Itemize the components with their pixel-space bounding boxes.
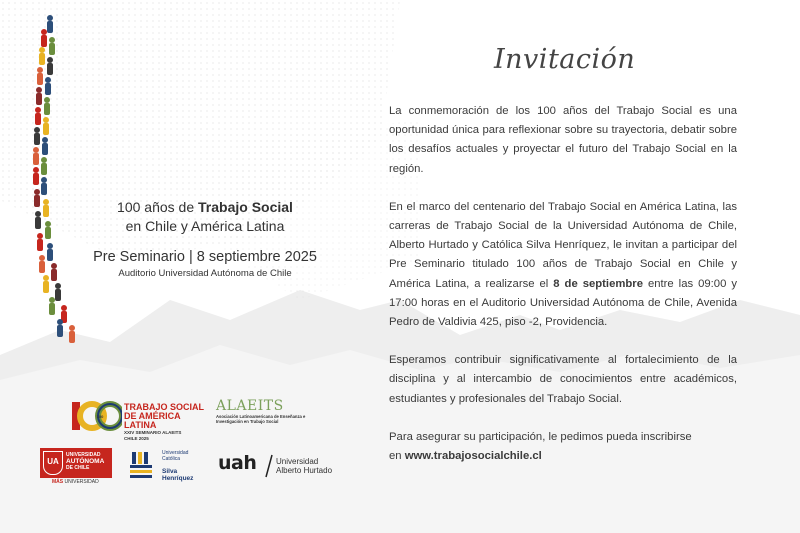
ua-tagline: MÁS UNIVERSIDAD [52,479,99,485]
logo-uah [218,452,338,482]
logo-100-line4: CHILE 2025 [124,436,149,441]
uah-line1: Universidad [276,457,319,466]
ua-line2: AUTÓNOMA [66,457,105,465]
event-summary [60,198,350,279]
event-title-line1: 100 años de Trabajo Social [117,199,293,215]
ua-line1: UNIVERSIDAD [66,452,101,458]
logo-100-line2: DE AMÉRICA LATINA [124,411,181,430]
uah-wordmark: uah [218,452,257,474]
alaeits-line1: Asociación Latinoamericana de Enseñanza e [216,414,306,419]
silva-line3: Silva [162,468,178,475]
logo-100-number: 100 [96,414,104,419]
ua-line3: DE CHILE [66,465,90,471]
uah-slash-icon [264,454,274,478]
ua-shield-icon: UA [43,451,63,475]
logo-100-trabajo-social [70,398,212,441]
silva-line2: Católica [162,456,181,462]
paragraph-details: En el marco del centenario del Trabajo Social en América Latina, las carreras de Trabajo Social de la Universidad Autónoma de Chile, Alberto Hurtado y Católica Silva Henríquez, le invitan a participar del Pre Seminario titulado 100 años de Trabajo Social en Chile y América Latina, a realizarse el 8 de septiembre entre las 09:00 y 17:00 horas en el Auditorio Universidad Autónoma de Chile, Avenida Pedro de Valdivia 425, piso -2, Providencia. [389,200,737,329]
logo-100-line1: TRABAJO SOCIAL [124,402,205,412]
paragraph-registration: Para asegurar su participación, le pedimos pueda inscribirse en www.trabajosocialchile.cl [389,430,692,463]
event-title-line2: en Chile y América Latina [125,218,285,234]
alaeits-wordmark: ALAEITS [216,398,284,414]
silva-line1: Universidad [162,450,189,456]
event-date: Pre Seminario | 8 septiembre 2025 [93,249,317,265]
logo-silva-henriquez [128,448,208,486]
registration-link[interactable]: www.trabajosocialchile.cl [404,450,542,463]
invitation-title: Invitación [494,44,636,75]
paragraph-intro: La conmemoración de los 100 años del Trabajo Social es una oportunidad única para reflexionar sobre su trayectoria, debatir sobre los desafíos actuales y proyectar el futuro del Trabajo Social en la región. [389,105,737,175]
logo-alaeits [216,398,326,434]
logo-universidad-autonoma [40,448,112,486]
event-venue: Auditorio Universidad Autónoma de Chile [118,268,292,279]
invitation-body [389,102,737,466]
paragraph-goals: Esperamos contribuir significativamente al fortalecimiento de la disciplina y al intercambio de conocimientos entre académicos, estudiantes y profesionales del Trabajo Social. [389,354,737,405]
alaeits-line2: Investigación en Trabajo Social [216,419,279,424]
logo-100-line3: XXIV SEMINARIO ALAEITS [124,430,182,435]
uah-line2: Alberto Hurtado [276,466,333,475]
logo-100-mark [70,398,122,434]
silva-line4: Henríquez [162,475,194,482]
crowd-chile-map-illustration [14,10,94,350]
